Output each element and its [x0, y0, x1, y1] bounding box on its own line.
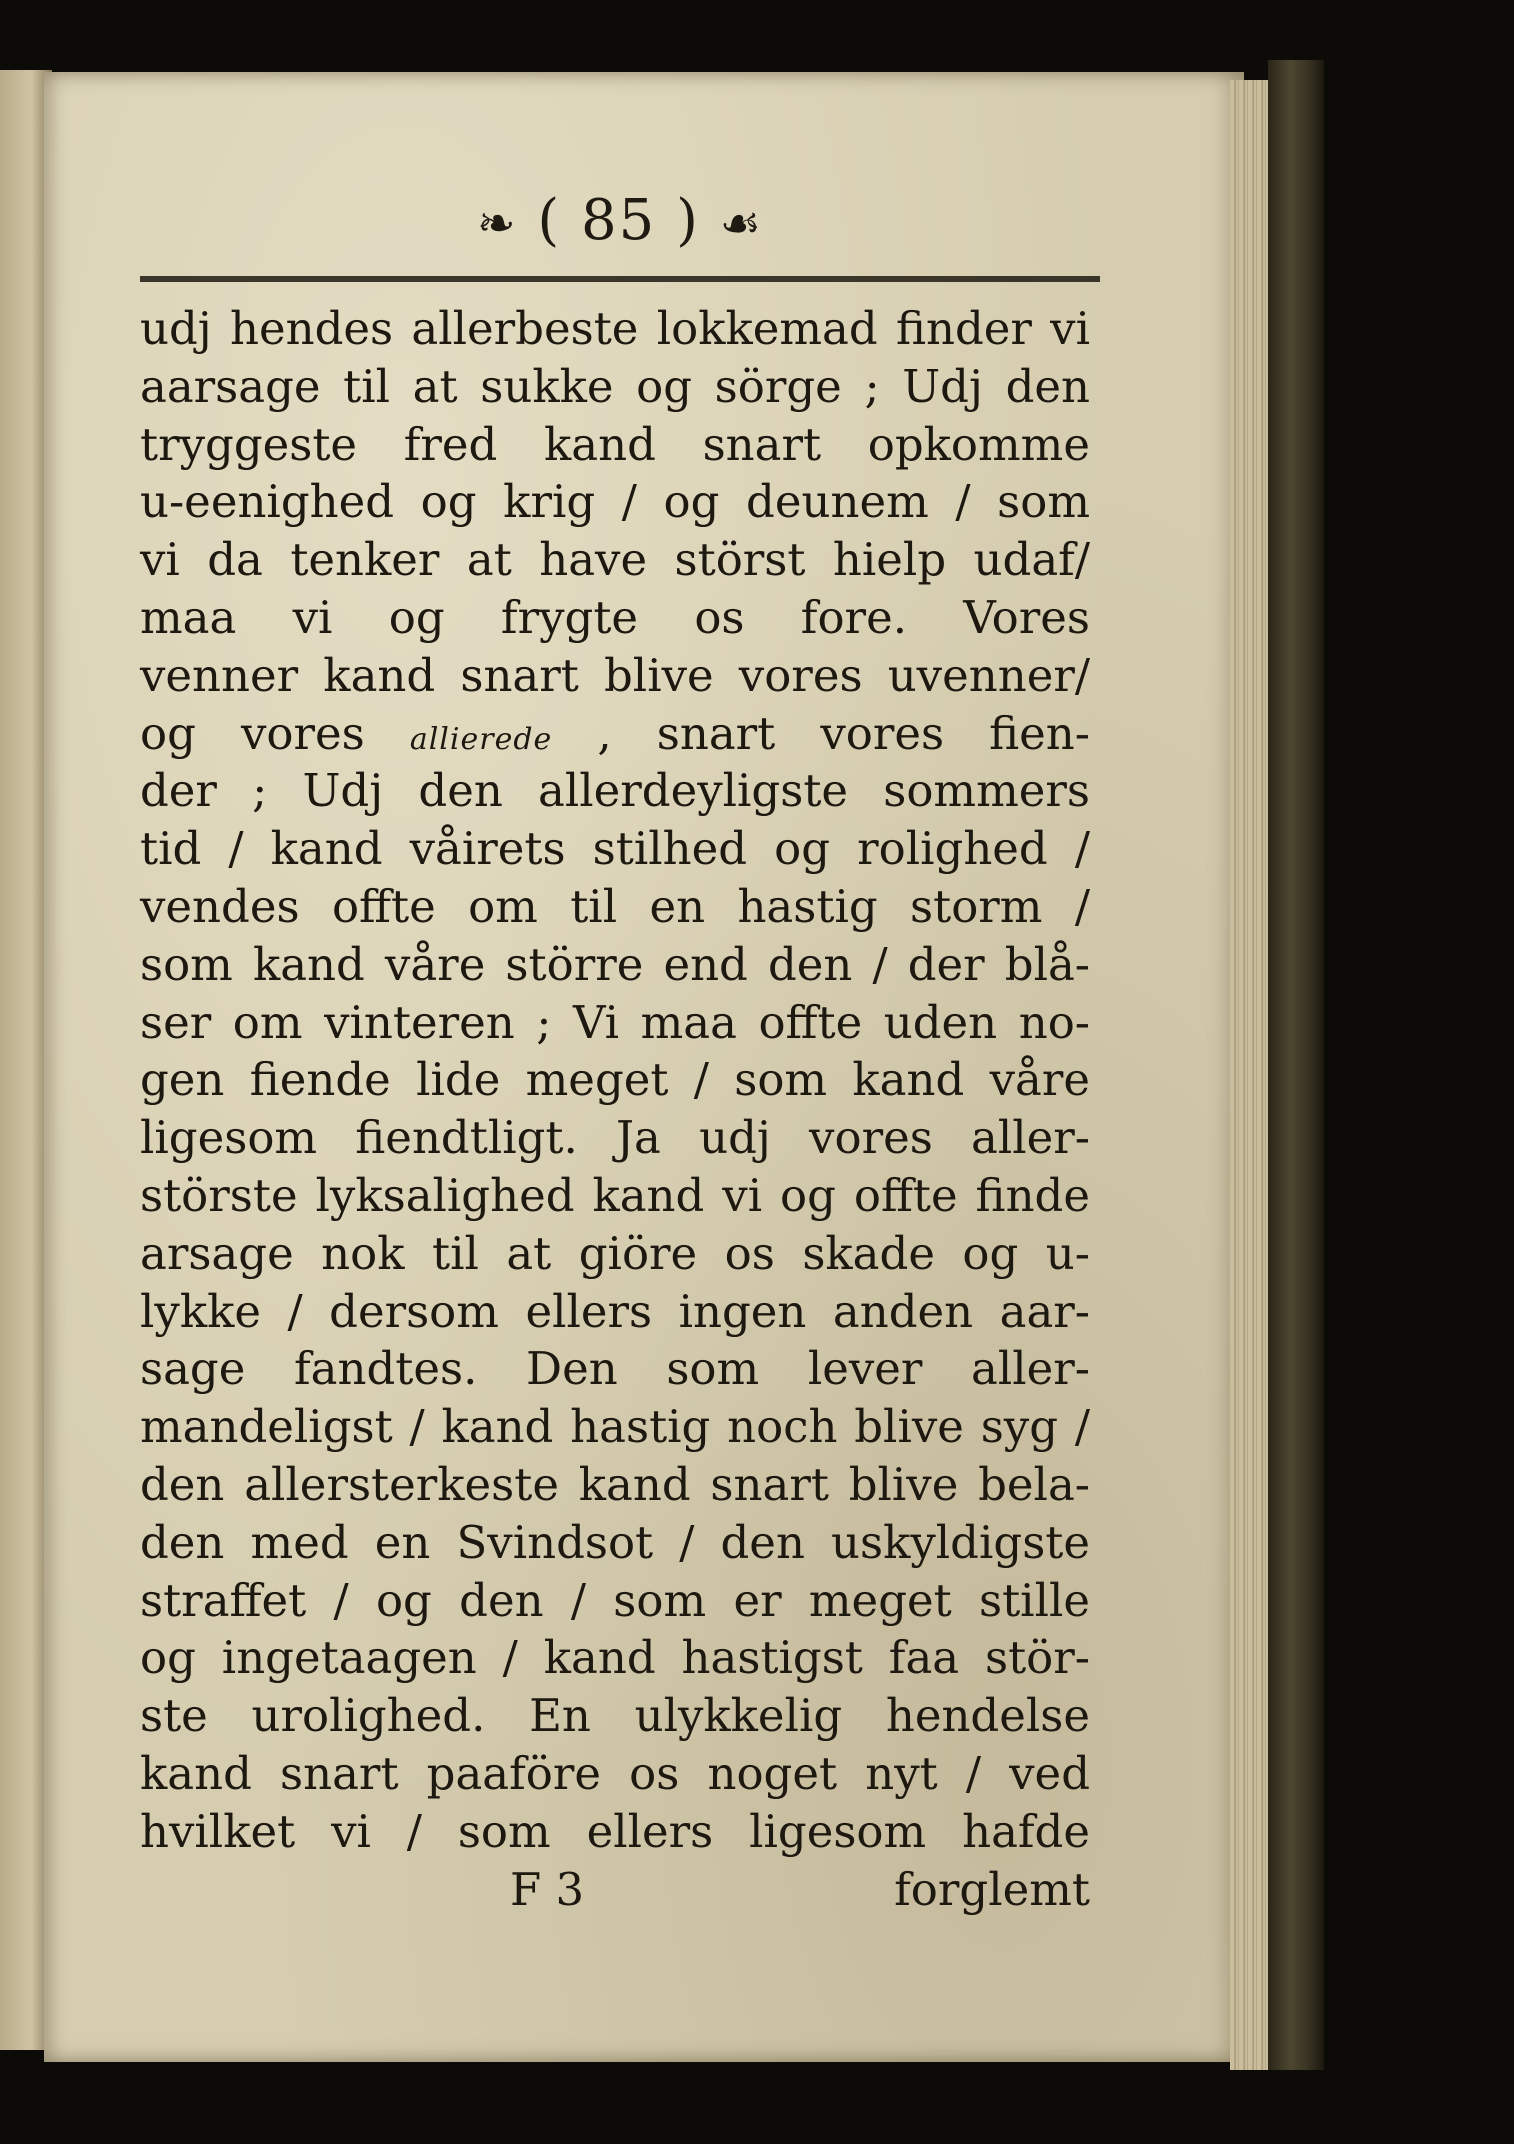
- text-line: sage fandtes. Den som lever aller-: [140, 1342, 1090, 1396]
- signature-mark: F 3: [510, 1862, 585, 1916]
- text-line: den allersterkeste kand snart blive bela-: [140, 1457, 1090, 1511]
- text-line: u-eenighed og krig / og deunem / som: [140, 475, 1090, 529]
- italic-word: allierede: [409, 721, 553, 757]
- text-line: som kand våre större end den / der blå-: [140, 937, 1090, 991]
- text-line: der ; Udj den allerdeyligste sommers: [140, 764, 1090, 818]
- text-line: den med en Svindsot / den uskyldigste: [140, 1515, 1090, 1569]
- text-line: tid / kand våirets stilhed og rolighed /: [140, 822, 1090, 876]
- text-segment: , snart vores fien-: [597, 706, 1090, 760]
- text-line: kand snart paaföre os noget nyt / ved: [140, 1746, 1090, 1800]
- text-line: tryggeste fred kand snart opkomme: [140, 417, 1090, 471]
- text-line: vi da tenker at have störst hielp udaf/: [140, 533, 1090, 587]
- text-line: lykke / dersom ellers ingen anden aar-: [140, 1284, 1090, 1338]
- catchword: forglemt: [894, 1862, 1090, 1916]
- text-line: aarsage til at sukke og sörge ; Udj den: [140, 359, 1090, 413]
- text-line: maa vi og frygte os fore. Vores: [140, 590, 1090, 644]
- text-line: störste lyksalighed kand vi og offte finde: [140, 1168, 1090, 1222]
- text-line: arsage nok til at giöre os skade og u-: [140, 1226, 1090, 1280]
- text-line: hvilket vi / som ellers ligesom hafde: [140, 1804, 1090, 1858]
- text-line: udj hendes allerbeste lokkemad finder vi: [140, 302, 1090, 355]
- text-line: ligesom fiendtligt. Ja udj vores aller-: [140, 1111, 1090, 1165]
- book-cover-edge: [1268, 60, 1324, 2070]
- text-line: straffet / og den / som er meget stille: [140, 1573, 1090, 1627]
- left-ornament-icon: ❧: [477, 196, 518, 250]
- right-ornament-icon: ☙: [719, 196, 763, 250]
- text-line: venner kand snart blive vores uvenner/: [140, 648, 1090, 702]
- header-rule: [140, 276, 1100, 282]
- running-head: [140, 188, 1100, 253]
- page-footer: [140, 1861, 1090, 1919]
- text-segment: og vores: [140, 706, 365, 760]
- text-line: mandeligst / kand hastig noch blive syg /: [140, 1400, 1090, 1454]
- page-number: ( 85 ): [537, 188, 700, 253]
- page-header: [140, 188, 1100, 268]
- text-line: vendes offte om til en hastig storm /: [140, 879, 1090, 933]
- text-line-italic: [140, 705, 1090, 763]
- text-line: ser om vinteren ; Vi maa offte uden no-: [140, 995, 1090, 1049]
- text-line: gen fiende lide meget / som kand våre: [140, 1053, 1090, 1107]
- text-line: og ingetaagen / kand hastigst faa stör-: [140, 1631, 1090, 1685]
- text-line: ste urolighed. En ulykkelig hendelse: [140, 1689, 1090, 1743]
- body-text: [140, 300, 1090, 1918]
